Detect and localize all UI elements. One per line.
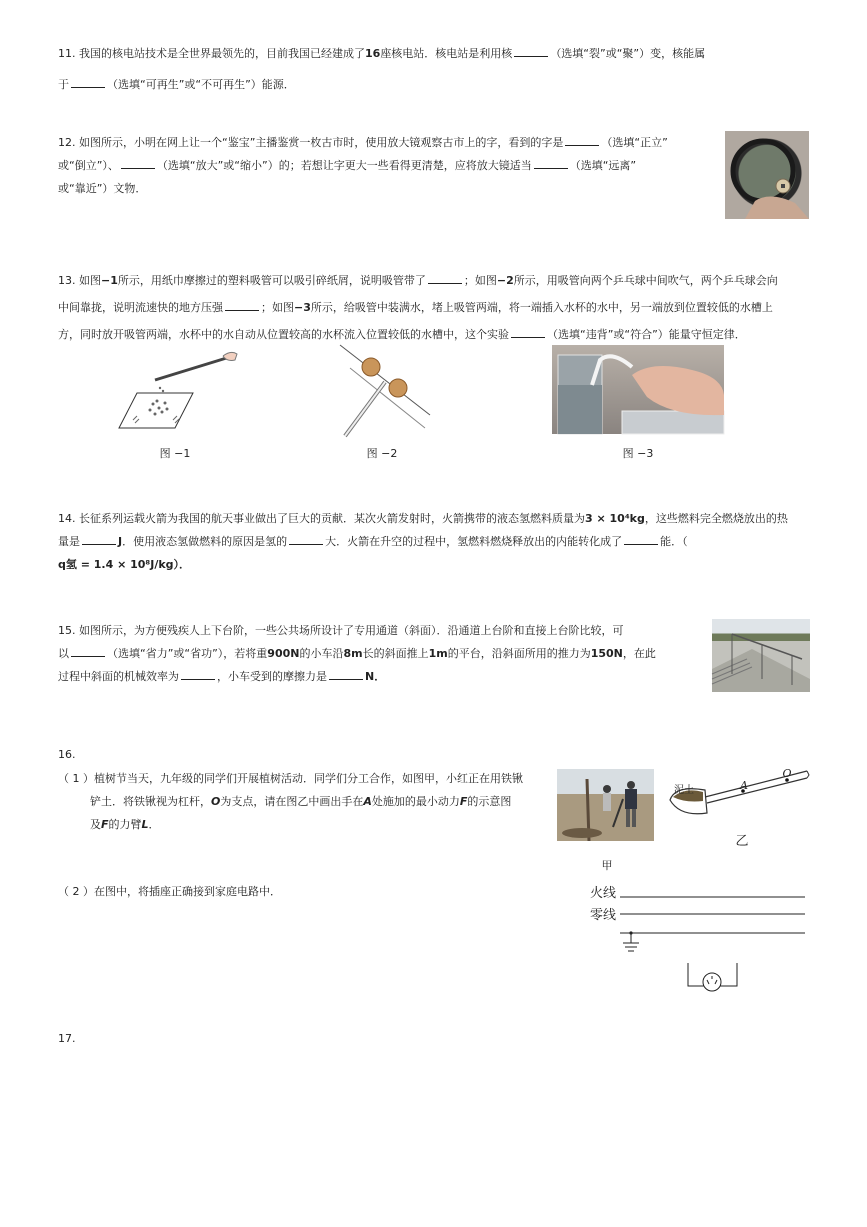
q16-var: O: [211, 795, 221, 808]
q13-text: 方，同时放开吸管两端，水杯中的水自动从位置较高的水杯流入位置较低的水槽中，这个实验: [58, 328, 509, 341]
question-11: [58, 44, 705, 95]
q11-text: （选填“裂”或“聚”）变，核能属: [550, 47, 706, 60]
figure-13-2: [335, 340, 435, 440]
ramp-icon: [712, 619, 810, 692]
q15-text: ，小车受到的摩擦力是: [217, 670, 327, 683]
answer-blank[interactable]: [121, 156, 155, 169]
q15-text: 的平台，沿斜面所用的推力为: [447, 647, 591, 660]
q13-text: 所示，用纸巾摩擦过的塑料吸管可以吸引碎纸屑，说明吸管带了: [117, 274, 426, 287]
answer-blank[interactable]: [534, 156, 568, 169]
socket-icon[interactable]: [688, 963, 737, 991]
q11-text: （选填“可再生”或“不可再生”）能源．: [107, 78, 295, 91]
q16-text: （ 1 ）植树节当天，九年级的同学们开展植树活动．同学们分工合作，如图甲，小红正在用铁锹: [58, 772, 523, 785]
neutral-wire-label: 零线: [589, 908, 616, 923]
figure-13-2-caption: 图 −2: [366, 447, 398, 460]
q15-force: 150N: [590, 647, 623, 660]
answer-blank[interactable]: [82, 532, 116, 545]
q12-text: （选填“正立”: [601, 136, 668, 149]
q15-height: 1m: [428, 647, 448, 660]
q14-mass: 3 × 10⁴kg: [585, 512, 645, 525]
figure-jia-caption: 甲: [601, 859, 613, 872]
q13-fig-ref: −1: [101, 274, 118, 287]
answer-blank[interactable]: [225, 298, 259, 311]
q16-text: ．: [148, 818, 160, 831]
answer-blank[interactable]: [71, 644, 105, 657]
figure-yi-caption: 乙: [735, 834, 749, 849]
q13-text: （选填“违背”或“符合”）能量守恒定律．: [547, 328, 746, 341]
q14-unit: J: [118, 535, 123, 548]
live-wire-label: 火线: [589, 886, 616, 901]
q17-number: 17.: [58, 1032, 76, 1045]
q13-text: 中间靠拢，说明流速快的地方压强: [58, 301, 223, 314]
answer-blank[interactable]: [329, 667, 363, 680]
q15-text: 过程中斜面的机械效率为: [58, 670, 179, 683]
q12-text: （选填“放大”或“缩小”）的；若想让字更大一些看得更清楚，应将放大镜适当: [156, 159, 532, 172]
q16-var: F: [459, 795, 468, 808]
q12-text: 或“倒立”）、: [58, 159, 119, 172]
q16-var: L: [141, 818, 149, 831]
figure-13-1: [115, 348, 245, 433]
answer-blank[interactable]: [514, 44, 548, 57]
q16-text: 铲土．将铁锹视为杠杆，: [90, 795, 211, 808]
answer-blank[interactable]: [289, 532, 323, 545]
q15-text: 15. 如图所示，为方便残疾人上下台阶，一些公共场所设计了专用通道（斜面）．沿通道上台阶和直接上台阶比较，可: [58, 624, 624, 637]
people-icon: [557, 769, 654, 841]
q14-text: 14. 长征系列运载火箭为我国的航天事业做出了巨大的贡献．某次火箭发射时，火箭携带的液态氢燃料质量为: [58, 512, 585, 525]
question-16-part-2: [58, 882, 281, 902]
ramp-photo: [712, 619, 810, 692]
q11-text: 于: [58, 78, 69, 91]
point-o-label: O: [782, 767, 792, 780]
answer-blank[interactable]: [181, 667, 215, 680]
q15-text: 以: [58, 647, 69, 660]
q14-formula: q氢 = 1.4 × 10⁸J/kg）．: [58, 558, 191, 571]
q13-text: 13. 如图: [58, 274, 101, 287]
figure-13-3-caption: 图 −3: [622, 447, 654, 460]
magnifier-icon: [725, 131, 809, 219]
q12-text: 12. 如图所示，小明在网上让一个“鉴宝”主播鉴赏一枚古市时，使用放大镜观察古市上的字，看到的字是: [58, 136, 564, 149]
q13-text: 所示，用吸管向两个乒乓球中间吹气，两个乒乓球会向: [513, 274, 778, 287]
tree-planting-photo: [557, 769, 654, 841]
q15-text: N．: [365, 670, 386, 683]
cup-straw-icon: [552, 345, 724, 434]
q16-text: 处施加的最小动力: [371, 795, 460, 808]
figure-13-3-photo: [552, 345, 724, 434]
answer-blank[interactable]: [428, 271, 462, 284]
q13-fig-ref: −2: [496, 274, 514, 287]
figure-13-1-caption: 图 −1: [159, 447, 191, 460]
answer-blank[interactable]: [511, 325, 545, 338]
answer-blank[interactable]: [624, 532, 658, 545]
q13-fig-ref: −3: [294, 301, 311, 314]
magnifier-photo: [725, 131, 809, 219]
q15-text: ，在此: [622, 647, 656, 660]
q16-text: 及: [90, 818, 101, 831]
q15-weight: 900N: [267, 647, 300, 660]
question-14: [58, 509, 788, 575]
answer-blank[interactable]: [71, 75, 105, 88]
q16-text: （ 2 ）在图中，将插座正确接到家庭电路中．: [58, 885, 281, 898]
point-a-label: A: [740, 779, 748, 792]
q16-text: 的力臂: [108, 818, 142, 831]
q11-text: 11. 我国的核电站技术是全世界最领先的，目前我国已经建成了: [58, 47, 365, 60]
q16-number: 16.: [58, 748, 76, 761]
q14-text: ．使用液态氢做燃料的原因是氢的: [122, 535, 288, 548]
q12-text: （选填“远离”: [569, 159, 637, 172]
q14-text: 大．火箭在升空的过程中，氢燃料燃烧释放出的内能转化成了: [325, 535, 623, 548]
q11-number: 16: [365, 47, 381, 60]
question-12: [58, 133, 668, 199]
q16-text: 的示意图: [467, 795, 512, 808]
q12-text: 或“靠近”）文物．: [58, 182, 147, 195]
q16-text: 为支点，请在图乙中画出手在: [220, 795, 364, 808]
q14-text: 量是: [58, 535, 80, 548]
q13-text: ；如图: [463, 274, 497, 287]
question-16: [58, 745, 76, 765]
circuit-diagram: [615, 885, 815, 995]
q15-text: 的小车沿: [299, 647, 344, 660]
q13-text: ；如图: [261, 301, 294, 314]
question-17: [58, 1029, 76, 1049]
q15-text: 长的斜面推上: [362, 647, 429, 660]
question-16-part-1: [58, 769, 523, 835]
q16-var: F: [101, 818, 109, 831]
question-15: [58, 621, 656, 687]
q11-text: 座核电站．核电站是利用核: [380, 47, 513, 60]
q13-text: 所示，给吸管中装满水，堵上吸管两端，将一端插入水杯的水中，另一端放到位置较低的水槽上: [310, 301, 773, 314]
q16-var: A: [363, 795, 372, 808]
answer-blank[interactable]: [565, 133, 599, 146]
soil-label: 泥土: [674, 785, 694, 796]
q15-length: 8m: [343, 647, 363, 660]
question-13: [58, 271, 778, 345]
q14-text: 能．（: [660, 535, 688, 548]
q15-text: （选填“省力”或“省功”），若将重: [107, 647, 268, 660]
q14-text: ，这些燃料完全燃烧放出的热: [644, 512, 788, 525]
